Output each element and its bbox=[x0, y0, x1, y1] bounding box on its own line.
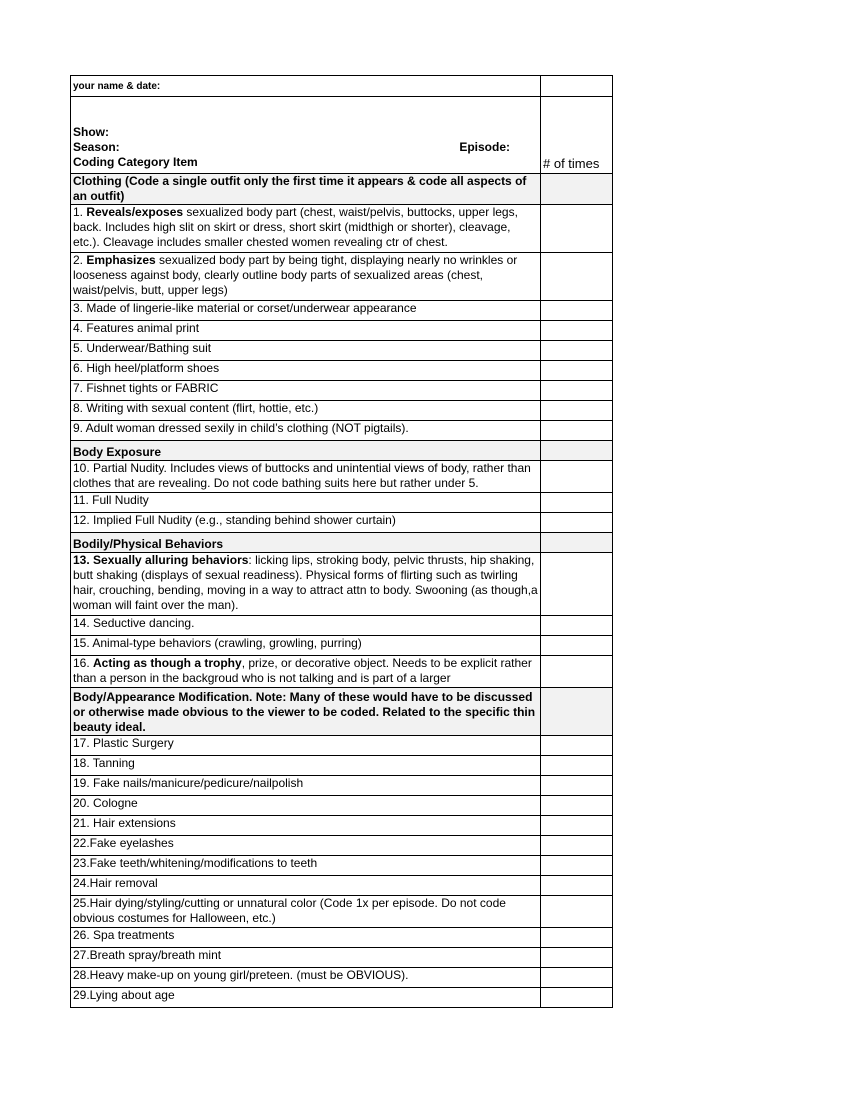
item-13: 13. Sexually alluring behaviors: licking lips, stroking body, pelvic thrusts, hip shaking, butt shaking (displays of sexual readiness). Physical forms of flirting such as twirling hair, crouching, bending, moving in a way to attract attn to body. Swooning (as though,a woman will faint over the man). bbox=[71, 553, 541, 616]
table-row bbox=[71, 756, 613, 776]
item-27: 27.Breath spray/breath mint bbox=[71, 948, 541, 968]
item-10: 10. Partial Nudity. Includes views of buttocks and unintential views of body, rather than clothes that are revealing. Do not code bathing suits here but rather under 5. bbox=[71, 461, 541, 493]
name-date-row bbox=[71, 76, 613, 97]
count-field[interactable] bbox=[541, 616, 613, 636]
table-row bbox=[71, 493, 613, 513]
item-15: 15. Animal-type behaviors (crawling, growling, purring) bbox=[71, 636, 541, 656]
count-field[interactable] bbox=[541, 836, 613, 856]
item-25: 25.Hair dying/styling/cutting or unnatural color (Code 1x per episode. Do not code obvious costumes for Halloween, etc.) bbox=[71, 896, 541, 928]
item-26: 26. Spa treatments bbox=[71, 928, 541, 948]
table-row bbox=[71, 776, 613, 796]
season-label: Season: bbox=[73, 140, 120, 154]
table-row bbox=[71, 301, 613, 321]
header-cell bbox=[71, 97, 541, 174]
category-row-body-exposure bbox=[71, 441, 613, 461]
count-field[interactable] bbox=[541, 401, 613, 421]
item-14: 14. Seductive dancing. bbox=[71, 616, 541, 636]
category-clothing: Clothing (Code a single outfit only the first time it appears & code all aspects of an outfit) bbox=[71, 174, 541, 205]
item-22: 22.Fake eyelashes bbox=[71, 836, 541, 856]
name-date-field[interactable] bbox=[541, 76, 613, 97]
table-row bbox=[71, 253, 613, 301]
item-29: 29.Lying about age bbox=[71, 988, 541, 1008]
count-field[interactable] bbox=[541, 988, 613, 1008]
count-field[interactable] bbox=[541, 948, 613, 968]
table-row bbox=[71, 341, 613, 361]
count-field[interactable] bbox=[541, 928, 613, 948]
table-row bbox=[71, 461, 613, 493]
count-field[interactable] bbox=[541, 361, 613, 381]
table-row bbox=[71, 421, 613, 441]
count-field[interactable] bbox=[541, 461, 613, 493]
count-field[interactable] bbox=[541, 253, 613, 301]
item-19: 19. Fake nails/manicure/pedicure/nailpolish bbox=[71, 776, 541, 796]
item-20: 20. Cologne bbox=[71, 796, 541, 816]
count-field[interactable] bbox=[541, 896, 613, 928]
item-1: 1. Reveals/exposes sexualized body part (chest, waist/pelvis, buttocks, upper legs, back. Includes high slit on skirt or dress, short skirt (midthigh or shorter), cleavage, etc.). Cleavage includes smaller chested women revealing ctr of chest. bbox=[71, 205, 541, 253]
item-28: 28.Heavy make-up on young girl/preteen. (must be OBVIOUS). bbox=[71, 968, 541, 988]
count-field[interactable] bbox=[541, 441, 613, 461]
table-row bbox=[71, 205, 613, 253]
item-24: 24.Hair removal bbox=[71, 876, 541, 896]
table-row bbox=[71, 553, 613, 616]
show-label: Show: bbox=[73, 125, 109, 139]
category-body-modification: Body/Appearance Modification. Note: Many of these would have to be discussed or otherwise made obvious to the viewer to be coded. Related to the specific thin beauty ideal. bbox=[71, 688, 541, 736]
table-row bbox=[71, 928, 613, 948]
coding-item-label: Coding Category Item bbox=[73, 155, 198, 169]
item-17: 17. Plastic Surgery bbox=[71, 736, 541, 756]
coding-sheet-table bbox=[70, 75, 613, 1008]
item-8: 8. Writing with sexual content (flirt, hottie, etc.) bbox=[71, 401, 541, 421]
count-field[interactable] bbox=[541, 513, 613, 533]
count-field[interactable] bbox=[541, 205, 613, 253]
item-18: 18. Tanning bbox=[71, 756, 541, 776]
table-row bbox=[71, 796, 613, 816]
count-header: # of times bbox=[541, 97, 613, 174]
count-field[interactable] bbox=[541, 968, 613, 988]
count-field[interactable] bbox=[541, 381, 613, 401]
table-row bbox=[71, 988, 613, 1008]
count-field[interactable] bbox=[541, 174, 613, 205]
count-field[interactable] bbox=[541, 301, 613, 321]
category-row-body-modification bbox=[71, 688, 613, 736]
table-row bbox=[71, 896, 613, 928]
count-field[interactable] bbox=[541, 736, 613, 756]
count-field[interactable] bbox=[541, 876, 613, 896]
table-row bbox=[71, 876, 613, 896]
count-field[interactable] bbox=[541, 321, 613, 341]
table-row bbox=[71, 616, 613, 636]
count-field[interactable] bbox=[541, 553, 613, 616]
header-row bbox=[71, 97, 613, 174]
item-16: 16. Acting as though a trophy, prize, or decorative object. Needs to be explicit rather than a person in the backgroud who is not talking and is part of a larger bbox=[71, 656, 541, 688]
count-field[interactable] bbox=[541, 776, 613, 796]
table-row bbox=[71, 736, 613, 756]
item-6: 6. High heel/platform shoes bbox=[71, 361, 541, 381]
count-field[interactable] bbox=[541, 688, 613, 736]
table-row bbox=[71, 948, 613, 968]
episode-label: Episode: bbox=[459, 140, 510, 154]
season-episode-line bbox=[73, 140, 540, 155]
count-field[interactable] bbox=[541, 756, 613, 776]
item-5: 5. Underwear/Bathing suit bbox=[71, 341, 541, 361]
table-row bbox=[71, 836, 613, 856]
count-field[interactable] bbox=[541, 533, 613, 553]
item-21: 21. Hair extensions bbox=[71, 816, 541, 836]
name-date-label: your name & date: bbox=[71, 76, 541, 97]
table-row bbox=[71, 636, 613, 656]
category-bodily-behaviors: Bodily/Physical Behaviors bbox=[71, 533, 541, 553]
category-body-exposure: Body Exposure bbox=[71, 441, 541, 461]
table-row bbox=[71, 381, 613, 401]
item-2: 2. Emphasizes sexualized body part by being tight, displaying nearly no wrinkles or looseness against body, clearly outline body parts of sexualized areas (chest, waist/pelvis, butt, upper legs) bbox=[71, 253, 541, 301]
count-field[interactable] bbox=[541, 796, 613, 816]
item-23: 23.Fake teeth/whitening/modifications to teeth bbox=[71, 856, 541, 876]
table-row bbox=[71, 816, 613, 836]
item-9: 9. Adult woman dressed sexily in child’s clothing (NOT pigtails). bbox=[71, 421, 541, 441]
table-row bbox=[71, 401, 613, 421]
category-row-bodily-behaviors bbox=[71, 533, 613, 553]
count-field[interactable] bbox=[541, 421, 613, 441]
table-row bbox=[71, 856, 613, 876]
count-field[interactable] bbox=[541, 856, 613, 876]
item-11: 11. Full Nudity bbox=[71, 493, 541, 513]
table-row bbox=[71, 968, 613, 988]
item-4: 4. Features animal print bbox=[71, 321, 541, 341]
category-row-clothing bbox=[71, 174, 613, 205]
count-field[interactable] bbox=[541, 656, 613, 688]
count-field[interactable] bbox=[541, 493, 613, 513]
count-field[interactable] bbox=[541, 816, 613, 836]
table-row bbox=[71, 656, 613, 688]
item-7: 7. Fishnet tights or FABRIC bbox=[71, 381, 541, 401]
item-3: 3. Made of lingerie-like material or corset/underwear appearance bbox=[71, 301, 541, 321]
table-row bbox=[71, 361, 613, 381]
table-row bbox=[71, 513, 613, 533]
table-row bbox=[71, 321, 613, 341]
count-field[interactable] bbox=[541, 636, 613, 656]
count-field[interactable] bbox=[541, 341, 613, 361]
item-12: 12. Implied Full Nudity (e.g., standing behind shower curtain) bbox=[71, 513, 541, 533]
